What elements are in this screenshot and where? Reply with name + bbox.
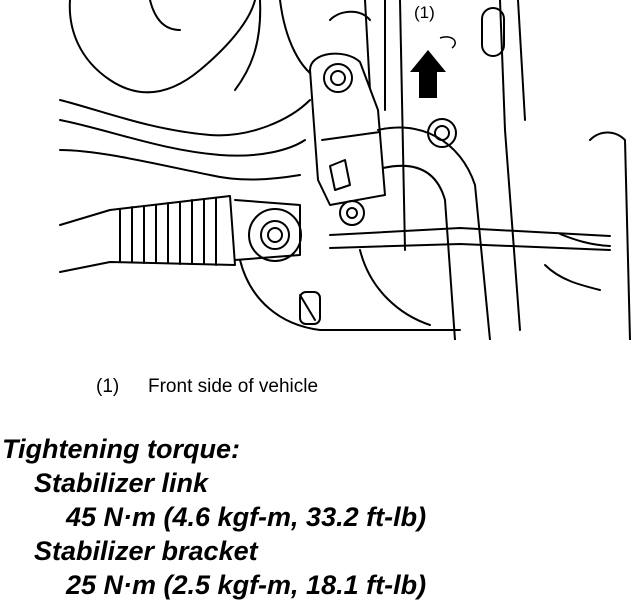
- caption-text: Front side of vehicle: [148, 376, 319, 397]
- torque-heading: Tightening torque:: [2, 434, 240, 464]
- figure-caption: [96, 376, 318, 398]
- up-arrow-icon: [410, 50, 446, 98]
- torque-item-value: 45 N·m (4.6 kgf-m, 33.2 ft-lb): [66, 502, 427, 532]
- callout-label: (1): [414, 3, 435, 22]
- torque-item-name: Stabilizer link: [34, 468, 209, 498]
- torque-item-name: Stabilizer bracket: [34, 536, 258, 566]
- torque-item-value: 25 N·m (2.5 kgf-m, 18.1 ft-lb): [66, 570, 427, 600]
- caption-number: (1): [96, 376, 120, 397]
